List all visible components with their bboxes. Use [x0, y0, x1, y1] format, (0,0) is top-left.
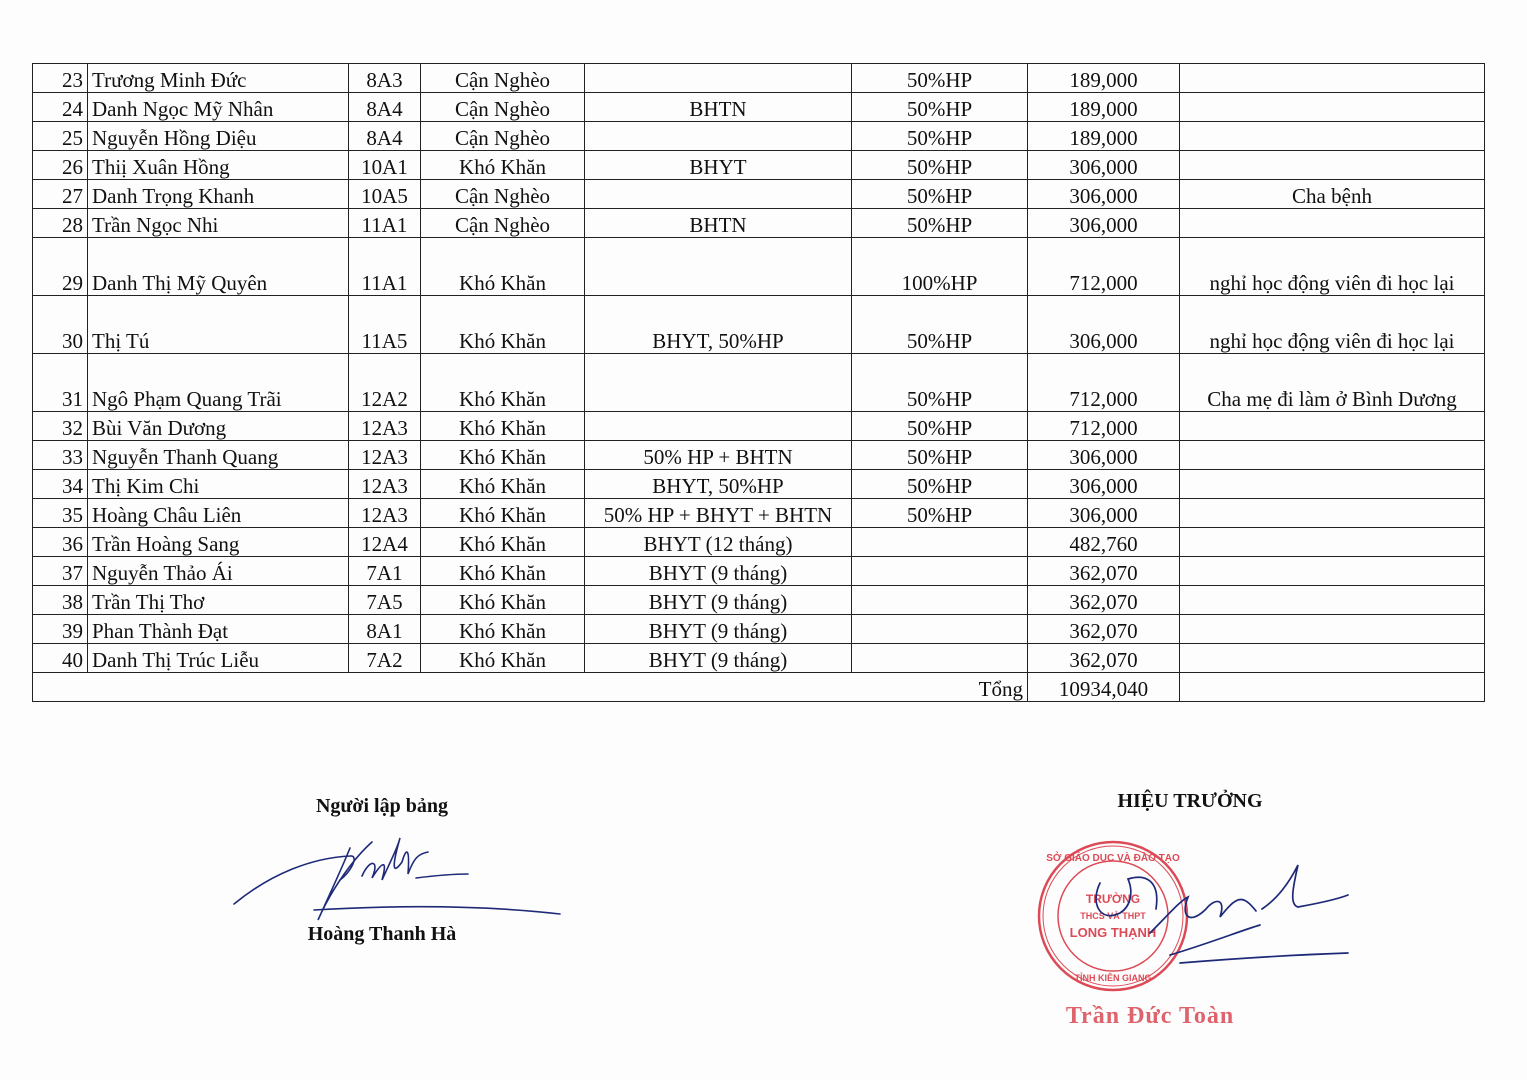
household-status: Khó Khăn: [421, 644, 585, 673]
support-amount: 306,000: [1028, 470, 1180, 499]
svg-text:LONG THẠNH: LONG THẠNH: [1069, 925, 1157, 940]
household-status: Khó Khăn: [421, 528, 585, 557]
class-name: 11A1: [349, 238, 421, 296]
tuition-rate: [852, 644, 1028, 673]
table-row: [33, 151, 1485, 180]
table-row: [33, 93, 1485, 122]
total-label: Tổng: [33, 673, 1028, 702]
principal-block: [1030, 790, 1360, 1030]
benefit-type: BHYT (9 tháng): [585, 586, 852, 615]
total-row: [33, 673, 1485, 702]
class-name: 8A1: [349, 615, 421, 644]
student-name: Thị Tú: [88, 296, 349, 354]
class-name: 7A5: [349, 586, 421, 615]
household-status: Khó Khăn: [421, 470, 585, 499]
svg-text:THCS VÀ THPT: THCS VÀ THPT: [1080, 911, 1146, 921]
student-name: Phan Thành Đạt: [88, 615, 349, 644]
support-amount: 189,000: [1028, 93, 1180, 122]
benefit-type: BHTN: [585, 209, 852, 238]
note: nghỉ học động viên đi học lại: [1180, 238, 1485, 296]
support-amount: 362,070: [1028, 586, 1180, 615]
household-status: Khó Khăn: [421, 151, 585, 180]
row-number: 38: [33, 586, 88, 615]
note: Cha mẹ đi làm ở Bình Dương: [1180, 354, 1485, 412]
table-row: [33, 64, 1485, 93]
note: Cha bệnh: [1180, 180, 1485, 209]
support-amount: 189,000: [1028, 64, 1180, 93]
class-name: 11A5: [349, 296, 421, 354]
note: [1180, 615, 1485, 644]
total-note: [1180, 673, 1485, 702]
class-name: 8A4: [349, 122, 421, 151]
household-status: Cận Nghèo: [421, 93, 585, 122]
household-status: Khó Khăn: [421, 441, 585, 470]
row-number: 28: [33, 209, 88, 238]
preparer-signature-icon: [232, 818, 562, 923]
row-number: 35: [33, 499, 88, 528]
note: [1180, 412, 1485, 441]
class-name: 10A1: [349, 151, 421, 180]
household-status: Khó Khăn: [421, 499, 585, 528]
support-amount: 362,070: [1028, 644, 1180, 673]
benefit-type: [585, 64, 852, 93]
support-amount: 362,070: [1028, 615, 1180, 644]
note: [1180, 586, 1485, 615]
tuition-rate: [852, 557, 1028, 586]
tuition-rate: 50%HP: [852, 412, 1028, 441]
tuition-rate: 50%HP: [852, 441, 1028, 470]
tuition-rate: 50%HP: [852, 122, 1028, 151]
tuition-rate: 50%HP: [852, 151, 1028, 180]
row-number: 26: [33, 151, 88, 180]
support-amount: 712,000: [1028, 354, 1180, 412]
student-support-table: [32, 63, 1485, 702]
table-row: [33, 209, 1485, 238]
table-row: [33, 557, 1485, 586]
tuition-rate: 50%HP: [852, 64, 1028, 93]
table-row: [33, 354, 1485, 412]
household-status: Cận Nghèo: [421, 180, 585, 209]
table-row: [33, 528, 1485, 557]
row-number: 31: [33, 354, 88, 412]
student-name: Danh Thị Trúc Liễu: [88, 644, 349, 673]
tuition-rate: [852, 528, 1028, 557]
row-number: 24: [33, 93, 88, 122]
note: [1180, 470, 1485, 499]
support-amount: 482,760: [1028, 528, 1180, 557]
class-name: 7A2: [349, 644, 421, 673]
student-name: Thị Kim Chi: [88, 470, 349, 499]
household-status: Khó Khăn: [421, 354, 585, 412]
student-name: Thiị Xuân Hồng: [88, 151, 349, 180]
benefit-type: 50% HP + BHYT + BHTN: [585, 499, 852, 528]
tuition-rate: [852, 615, 1028, 644]
class-name: 12A2: [349, 354, 421, 412]
support-amount: 306,000: [1028, 151, 1180, 180]
household-status: Khó Khăn: [421, 412, 585, 441]
tuition-rate: 50%HP: [852, 296, 1028, 354]
table-row: [33, 441, 1485, 470]
note: [1180, 122, 1485, 151]
table-row: [33, 296, 1485, 354]
row-number: 34: [33, 470, 88, 499]
class-name: 8A3: [349, 64, 421, 93]
support-amount: 306,000: [1028, 296, 1180, 354]
benefit-type: BHYT (9 tháng): [585, 557, 852, 586]
row-number: 39: [33, 615, 88, 644]
household-status: Khó Khăn: [421, 557, 585, 586]
tuition-rate: 50%HP: [852, 470, 1028, 499]
student-name: Trần Thị Thơ: [88, 586, 349, 615]
table-row: [33, 644, 1485, 673]
preparer-title: Người lập bảng: [315, 795, 448, 817]
total-amount: 10934,040: [1028, 673, 1180, 702]
note: [1180, 151, 1485, 180]
student-name: Nguyễn Thảo Ái: [88, 557, 349, 586]
principal-stamp-signature-icon: [1030, 813, 1360, 1003]
benefit-type: BHYT: [585, 151, 852, 180]
table-row: [33, 586, 1485, 615]
student-name: Hoàng Châu Liên: [88, 499, 349, 528]
row-number: 33: [33, 441, 88, 470]
household-status: Khó Khăn: [421, 615, 585, 644]
table-body: [33, 64, 1485, 673]
household-status: Khó Khăn: [421, 586, 585, 615]
note: nghỉ học động viên đi học lại: [1180, 296, 1485, 354]
note: [1180, 441, 1485, 470]
row-number: 25: [33, 122, 88, 151]
table-row: [33, 122, 1485, 151]
benefit-type: [585, 180, 852, 209]
note: [1180, 644, 1485, 673]
student-name: Danh Thị Mỹ Quyên: [88, 238, 349, 296]
svg-text:SỞ GIÁO DỤC VÀ ĐÀO TẠO: SỞ GIÁO DỤC VÀ ĐÀO TẠO: [1046, 853, 1180, 864]
note: [1180, 209, 1485, 238]
svg-text:TRƯỜNG: TRƯỜNG: [1085, 892, 1141, 906]
benefit-type: BHYT (9 tháng): [585, 615, 852, 644]
support-amount: 189,000: [1028, 122, 1180, 151]
row-number: 36: [33, 528, 88, 557]
class-name: 12A3: [349, 412, 421, 441]
row-number: 30: [33, 296, 88, 354]
class-name: 12A3: [349, 441, 421, 470]
support-amount: 362,070: [1028, 557, 1180, 586]
benefit-type: [585, 412, 852, 441]
student-name: Danh Trọng Khanh: [88, 180, 349, 209]
row-number: 40: [33, 644, 88, 673]
household-status: Cận Nghèo: [421, 64, 585, 93]
benefit-type: BHYT, 50%HP: [585, 470, 852, 499]
preparer-block: [232, 795, 562, 946]
table-row: [33, 412, 1485, 441]
table-row: [33, 499, 1485, 528]
student-name: Nguyễn Thanh Quang: [88, 441, 349, 470]
student-name: Trần Ngọc Nhi: [88, 209, 349, 238]
class-name: 12A3: [349, 499, 421, 528]
benefit-type: BHYT (9 tháng): [585, 644, 852, 673]
note: [1180, 557, 1485, 586]
student-name: Trương Minh Đức: [88, 64, 349, 93]
benefit-type: [585, 354, 852, 412]
tuition-rate: 50%HP: [852, 209, 1028, 238]
row-number: 29: [33, 238, 88, 296]
support-amount: 306,000: [1028, 499, 1180, 528]
note: [1180, 499, 1485, 528]
table-row: [33, 615, 1485, 644]
household-status: Cận Nghèo: [421, 209, 585, 238]
preparer-name: Hoàng Thanh Hà: [307, 923, 457, 945]
row-number: 37: [33, 557, 88, 586]
benefit-type: BHYT (12 tháng): [585, 528, 852, 557]
benefit-type: [585, 238, 852, 296]
tuition-rate: 50%HP: [852, 93, 1028, 122]
student-name: Nguyễn Hồng Diệu: [88, 122, 349, 151]
class-name: 12A3: [349, 470, 421, 499]
tuition-rate: 50%HP: [852, 499, 1028, 528]
class-name: 7A1: [349, 557, 421, 586]
class-name: 8A4: [349, 93, 421, 122]
support-amount: 306,000: [1028, 180, 1180, 209]
table-row: [33, 180, 1485, 209]
benefit-type: BHTN: [585, 93, 852, 122]
note: [1180, 93, 1485, 122]
svg-text:TỈNH KIÊN GIANG: TỈNH KIÊN GIANG: [1074, 973, 1152, 983]
support-amount: 712,000: [1028, 238, 1180, 296]
household-status: Khó Khăn: [421, 238, 585, 296]
principal-title: HIỆU TRƯỞNG: [1117, 790, 1263, 812]
table-row: [33, 238, 1485, 296]
tuition-rate: 100%HP: [852, 238, 1028, 296]
row-number: 27: [33, 180, 88, 209]
note: [1180, 64, 1485, 93]
household-status: Khó Khăn: [421, 296, 585, 354]
class-name: 11A1: [349, 209, 421, 238]
student-name: Trần Hoàng Sang: [88, 528, 349, 557]
benefit-type: 50% HP + BHTN: [585, 441, 852, 470]
support-amount: 306,000: [1028, 209, 1180, 238]
table-row: [33, 470, 1485, 499]
household-status: Cận Nghèo: [421, 122, 585, 151]
tuition-rate: 50%HP: [852, 180, 1028, 209]
class-name: 10A5: [349, 180, 421, 209]
student-name: Bùi Văn Dương: [88, 412, 349, 441]
note: [1180, 528, 1485, 557]
support-amount: 306,000: [1028, 441, 1180, 470]
tuition-rate: [852, 586, 1028, 615]
row-number: 32: [33, 412, 88, 441]
benefit-type: [585, 122, 852, 151]
student-name: Danh Ngọc Mỹ Nhân: [88, 93, 349, 122]
row-number: 23: [33, 64, 88, 93]
tuition-rate: 50%HP: [852, 354, 1028, 412]
principal-name: Trần Đức Toàn: [1065, 1003, 1235, 1029]
student-name: Ngô Phạm Quang Trãi: [88, 354, 349, 412]
benefit-type: BHYT, 50%HP: [585, 296, 852, 354]
support-amount: 712,000: [1028, 412, 1180, 441]
class-name: 12A4: [349, 528, 421, 557]
